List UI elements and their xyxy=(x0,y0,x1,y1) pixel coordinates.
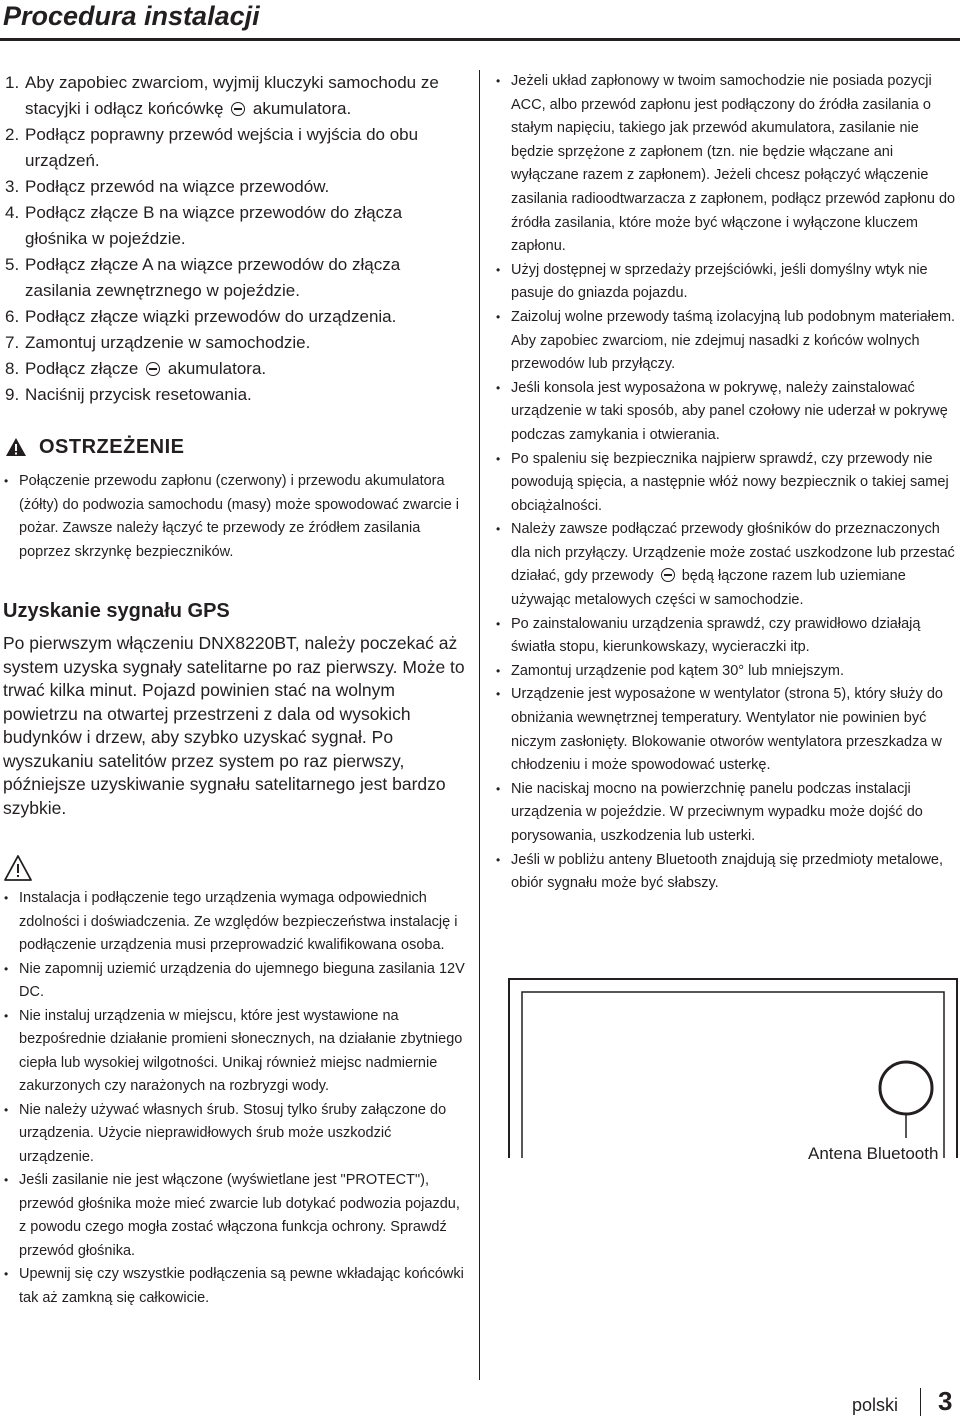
note-item: • Zaizoluj wolne przewody taśmą izolacyjną lub podobnym materiałem. Aby zapobiec zwarciom, nie zdejmuj nasadki z końców wolnych przewodów lub przyłączy. xyxy=(495,306,957,377)
caution-item: • Nie instaluj urządzenia w miejscu, które jest wystawione na bezpośrednie działanie promieni słonecznych, na działanie zbytniego ciepła lub wysokiej wilgotności. Unikaj również miejsc nadmiernie zakurzonych czy narażonych na rozbryzgi wody. xyxy=(3,1005,465,1099)
caution-item: • Upewnij się czy wszystkie podłączenia są pewne wkładając końcówki tak aż zamkną się całkowicie. xyxy=(3,1263,465,1310)
antenna-label: Antena Bluetooth xyxy=(808,1144,939,1163)
page-number: 3 xyxy=(938,1386,953,1416)
install-steps xyxy=(3,70,465,408)
step-item: 4. Podłącz złącze B na wiązce przewodów do złącza głośnika w pojeździe. xyxy=(5,203,403,248)
step-item: 7. Zamontuj urządzenie w samochodzie. xyxy=(5,333,311,352)
step-item: 1. Aby zapobiec zwarciom, wyjmij kluczyki samochodu ze stacyjki i odłącz końcówkę akumulatora. xyxy=(5,73,439,118)
note-item: • Jeśli w pobliżu anteny Bluetooth znajdują się przedmioty metalowe, obiór sygnału może być słabszy. xyxy=(495,849,957,896)
minus-terminal-icon xyxy=(661,568,675,582)
note-item: • Użyj dostępnej w sprzedaży przejściówki, jeśli domyślny wtyk nie pasuje do gniazda pojazdu. xyxy=(495,259,957,306)
note-item: • Urządzenie jest wyposażone w wentylator (strona 5), który służy do obniżania wewnętrznej temperatury. Wentylator nie powinien być niczym zasłonięty. Blokowanie otworów wentylatora przeszkadza w chłodzeniu i może spowodować usterkę. xyxy=(495,683,957,777)
note-item: • Zamontuj urządzenie pod kątem 30° lub mniejszym. xyxy=(495,660,957,684)
note-item: • Po zainstalowaniu urządzenia sprawdź, czy prawidłowo działają światła stopu, kierunkowskazy, wycieraczki itp. xyxy=(495,613,957,660)
column-divider xyxy=(479,70,480,1380)
step-item: 5. Podłącz złącze A na wiązce przewodów do złącza zasilania zewnętrznego w pojeździe. xyxy=(5,255,401,300)
page-title: Procedura instalacji xyxy=(3,1,260,31)
notes-list xyxy=(495,70,957,896)
warning-triangle-filled-icon xyxy=(5,437,27,457)
footer-language: polski xyxy=(852,1395,899,1415)
header-rule xyxy=(0,38,960,41)
minus-terminal-icon xyxy=(146,362,160,376)
step-item: 8. Podłącz złącze akumulatora. xyxy=(5,359,267,378)
caution-list xyxy=(3,887,465,1310)
gps-section-text: Po pierwszym włączeniu DNX8220BT, należy poczekać aż system uzyska sygnały satelitarne po raz pierwszy. Może to trwać kilka minut. Pojazd powinien stać na wolnym powietrzu na otwartej przestrzeni z dala od wysokich budynków i drzew, aby szybko uzyskać sygnał. Po wyszukaniu satelitów przez system po raz pierwszy, późniejsze uzyskiwanie sygnału satelitarnego jest bardzo szybkie. xyxy=(3,633,465,818)
step-item: 2. Podłącz poprawny przewód wejścia i wyjścia do obu urządzeń. xyxy=(5,125,419,170)
note-item: • Nie naciskaj mocno na powierzchnię panelu podczas instalacji urządzenia w pojeździe. W przeciwnym wypadku może dojść do porysowania, uszkodzenia lub usterki. xyxy=(495,778,957,849)
footer-separator xyxy=(920,1388,921,1416)
right-column xyxy=(495,70,957,896)
antenna-circle-marker xyxy=(880,1062,932,1138)
caution-item: • Jeśli zasilanie nie jest włączone (wyświetlane jest "PROTECT"), przewód głośnika może mieć zwarcie lub dotykać podwozia pojazdu, z powodu czego mogła zostać włączona funkcja ochrony. Sprawdź przewód głośnika. xyxy=(3,1169,465,1263)
note-item: • Należy zawsze podłączać przewody głośników do przeznaczonych dla nich przyłączy. Urządzenie może zostać uszkodzone lub przestać działać, gdy przewody będą łączone razem lub uziemiane używając metalowych części w samochodzie. xyxy=(495,518,957,612)
note-item: • Po spaleniu się bezpiecznika najpierw sprawdź, czy przewody nie powodują spięcia, a następnie włóż nowy bezpiecznik o takiej samej obciążalności. xyxy=(495,448,957,519)
step-item: 3. Podłącz przewód na wiązce przewodów. xyxy=(5,177,330,196)
step-item: 9. Naciśnij przycisk resetowania. xyxy=(5,385,252,404)
step-item: 6. Podłącz złącze wiązki przewodów do urządzenia. xyxy=(5,307,397,326)
warning-list xyxy=(3,470,465,564)
note-item: • Jeśli konsola jest wyposażona w pokrywę, należy zainstalować urządzenie w taki sposób, aby panel czołowy nie uderzał w pokrywę podczas zamykania i otwierania. xyxy=(495,377,957,448)
warning-title: OSTRZEŻENIE xyxy=(39,435,185,458)
warning-item: • Połączenie przewodu zapłonu (czerwony) i przewodu akumulatora (żółty) do podwozia samochodu (masy) może spowodować zwarcie i pożar. Zawsze należy łączyć te przewody ze źródłem zasilania poprzez skrzynkę bezpieczników. xyxy=(3,470,465,564)
caution-item: • Nie zapomnij uziemić urządzenia do ujemnego bieguna zasilania 12V DC. xyxy=(3,958,465,1005)
caution-item: • Nie należy używać własnych śrub. Stosuj tylko śruby załączone do urządzenia. Użycie nieprawidłowych śrub może uszkodzić urządzenie. xyxy=(3,1099,465,1170)
minus-terminal-icon xyxy=(231,102,245,116)
gps-section-title: Uzyskanie sygnału GPS xyxy=(3,600,230,622)
left-column xyxy=(3,70,465,1310)
page-header xyxy=(0,0,960,46)
caution-triangle-outline-icon xyxy=(3,854,33,882)
caution-item: • Instalacja i podłączenie tego urządzenia wymaga odpowiednich zdolności i doświadczenia. Ze względów bezpieczeństwa instalację i podłączenie urządzenia musi przeprowadzić kwalifikowana osoba. xyxy=(3,887,465,958)
bluetooth-antenna-diagram xyxy=(508,978,958,1158)
note-item: • Jeżeli układ zapłonowy w twoim samochodzie nie posiada pozycji ACC, albo przewód zapłonu jest podłączony do źródła zasilania o stałym napięciu, takiego jak przewód akumulatora, zasilanie nie będzie sprzężone z zapłonem (tzn. nie będzie włączane ani wyłączane razem z zapłonem). Jeżeli chcesz połączyć włączenie zasilania radioodtwarzacza z zapłonem, podłącz przewód zapłonu do źródła zasilania, które może być włączone i wyłączone kluczem zapłonu. xyxy=(495,70,957,259)
warning-heading xyxy=(3,434,465,460)
